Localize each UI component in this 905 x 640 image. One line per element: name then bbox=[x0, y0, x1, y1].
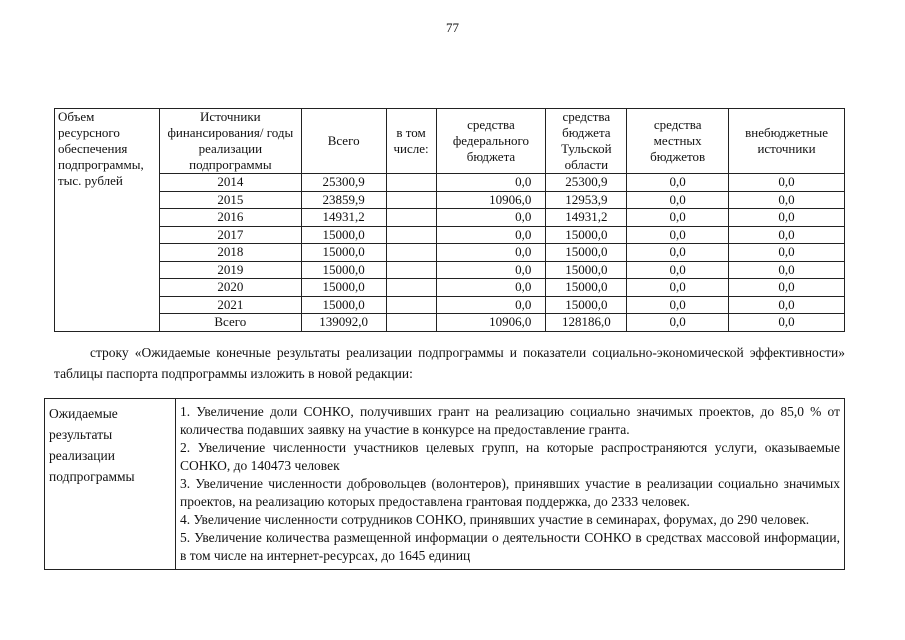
funding-row bbox=[55, 226, 845, 244]
regional-cell: 15000,0 bbox=[546, 279, 627, 297]
local-cell: 0,0 bbox=[627, 296, 729, 314]
federal-cell: 0,0 bbox=[436, 174, 546, 192]
result-item: 4. Увеличение численности сотрудников СОНКО, принявших участие в семинарах, форумах, до 290 человек. bbox=[180, 512, 810, 527]
funding-table bbox=[54, 108, 845, 332]
regional-cell: 128186,0 bbox=[546, 314, 627, 332]
extra-cell: 0,0 bbox=[729, 226, 845, 244]
federal-cell: 0,0 bbox=[436, 296, 546, 314]
regional-cell: 12953,9 bbox=[546, 191, 627, 209]
extra-cell: 0,0 bbox=[729, 296, 845, 314]
local-cell: 0,0 bbox=[627, 244, 729, 262]
total-cell: 23859,9 bbox=[301, 191, 386, 209]
year-cell: Всего bbox=[159, 314, 301, 332]
total-cell: 14931,2 bbox=[301, 209, 386, 227]
header-total: Всего bbox=[301, 109, 386, 174]
extra-cell: 0,0 bbox=[729, 279, 845, 297]
year-cell: 2016 bbox=[159, 209, 301, 227]
results-items bbox=[176, 399, 845, 570]
including-cell bbox=[386, 279, 436, 297]
local-cell: 0,0 bbox=[627, 279, 729, 297]
funding-row bbox=[55, 279, 845, 297]
total-cell: 15000,0 bbox=[301, 226, 386, 244]
funding-row bbox=[55, 314, 845, 332]
year-cell: 2019 bbox=[159, 261, 301, 279]
instruction-text: строку «Ожидаемые конечные результаты реализации подпрограммы и показатели социально-экономической эффективности» таблицы паспорта подпрограммы изложить в новой редакции: bbox=[54, 345, 845, 381]
results-table bbox=[44, 398, 845, 570]
total-cell: 15000,0 bbox=[301, 261, 386, 279]
regional-cell: 15000,0 bbox=[546, 244, 627, 262]
regional-cell: 15000,0 bbox=[546, 261, 627, 279]
year-cell: 2021 bbox=[159, 296, 301, 314]
regional-cell: 14931,2 bbox=[546, 209, 627, 227]
funding-header-row bbox=[55, 109, 845, 174]
including-cell bbox=[386, 226, 436, 244]
funding-row bbox=[55, 244, 845, 262]
regional-cell: 25300,9 bbox=[546, 174, 627, 192]
year-cell: 2020 bbox=[159, 279, 301, 297]
funding-row-label: Объем ресурсного обеспечения подпрограммы, тыс. рублей bbox=[55, 109, 160, 332]
including-cell bbox=[386, 174, 436, 192]
regional-cell: 15000,0 bbox=[546, 226, 627, 244]
including-cell bbox=[386, 244, 436, 262]
local-cell: 0,0 bbox=[627, 261, 729, 279]
results-row bbox=[45, 399, 845, 570]
federal-cell: 10906,0 bbox=[436, 191, 546, 209]
total-cell: 25300,9 bbox=[301, 174, 386, 192]
including-cell bbox=[386, 191, 436, 209]
total-cell: 15000,0 bbox=[301, 296, 386, 314]
year-cell: 2018 bbox=[159, 244, 301, 262]
including-cell bbox=[386, 209, 436, 227]
including-cell bbox=[386, 296, 436, 314]
result-item: 5. Увеличение количества размещенной информации о деятельности СОНКО в средствах массовой информации, в том числе на интернет-ресурсах, до 1645 единиц bbox=[180, 530, 840, 563]
local-cell: 0,0 bbox=[627, 191, 729, 209]
header-regional: средства бюджета Тульской области bbox=[546, 109, 627, 174]
extra-cell: 0,0 bbox=[729, 209, 845, 227]
federal-cell: 0,0 bbox=[436, 261, 546, 279]
header-sources: Источники финансирования/ годы реализации подпрограммы bbox=[159, 109, 301, 174]
result-item: 2. Увеличение численности участников целевых групп, на которые распространяются услуги, оказываемые СОНКО, до 140473 человек bbox=[180, 440, 840, 473]
including-cell bbox=[386, 314, 436, 332]
federal-cell: 0,0 bbox=[436, 279, 546, 297]
header-federal: средства федерального бюджета bbox=[436, 109, 546, 174]
extra-cell: 0,0 bbox=[729, 174, 845, 192]
including-cell bbox=[386, 261, 436, 279]
extra-cell: 0,0 bbox=[729, 244, 845, 262]
federal-cell: 0,0 bbox=[436, 226, 546, 244]
local-cell: 0,0 bbox=[627, 226, 729, 244]
regional-cell: 15000,0 bbox=[546, 296, 627, 314]
header-local: средства местных бюджетов bbox=[627, 109, 729, 174]
results-label: Ожидаемые результаты реализации подпрограммы bbox=[45, 399, 176, 570]
total-cell: 15000,0 bbox=[301, 279, 386, 297]
federal-cell: 0,0 bbox=[436, 209, 546, 227]
federal-cell: 0,0 bbox=[436, 244, 546, 262]
funding-row bbox=[55, 174, 845, 192]
federal-cell: 10906,0 bbox=[436, 314, 546, 332]
extra-cell: 0,0 bbox=[729, 261, 845, 279]
year-cell: 2014 bbox=[159, 174, 301, 192]
instruction-paragraph bbox=[54, 342, 845, 384]
header-extra: внебюджетные источники bbox=[729, 109, 845, 174]
page-number: 77 bbox=[446, 20, 459, 35]
header-including: в том числе: bbox=[386, 109, 436, 174]
extra-cell: 0,0 bbox=[729, 314, 845, 332]
extra-cell: 0,0 bbox=[729, 191, 845, 209]
year-cell: 2015 bbox=[159, 191, 301, 209]
local-cell: 0,0 bbox=[627, 174, 729, 192]
funding-row bbox=[55, 261, 845, 279]
local-cell: 0,0 bbox=[627, 314, 729, 332]
year-cell: 2017 bbox=[159, 226, 301, 244]
result-item: 1. Увеличение доли СОНКО, получивших грант на реализацию социально значимых проектов, до 85,0 % от количества подавших заявку на участие в конкурсе на предоставление гранта. bbox=[180, 404, 840, 437]
result-item: 3. Увеличение численности добровольцев (волонтеров), принявших участие в реализации социально значимых проектов, на реализацию которых предоставлена грантовая поддержка, до 2333 человек. bbox=[180, 476, 840, 509]
funding-row bbox=[55, 296, 845, 314]
total-cell: 15000,0 bbox=[301, 244, 386, 262]
funding-row bbox=[55, 191, 845, 209]
funding-row bbox=[55, 209, 845, 227]
local-cell: 0,0 bbox=[627, 209, 729, 227]
total-cell: 139092,0 bbox=[301, 314, 386, 332]
